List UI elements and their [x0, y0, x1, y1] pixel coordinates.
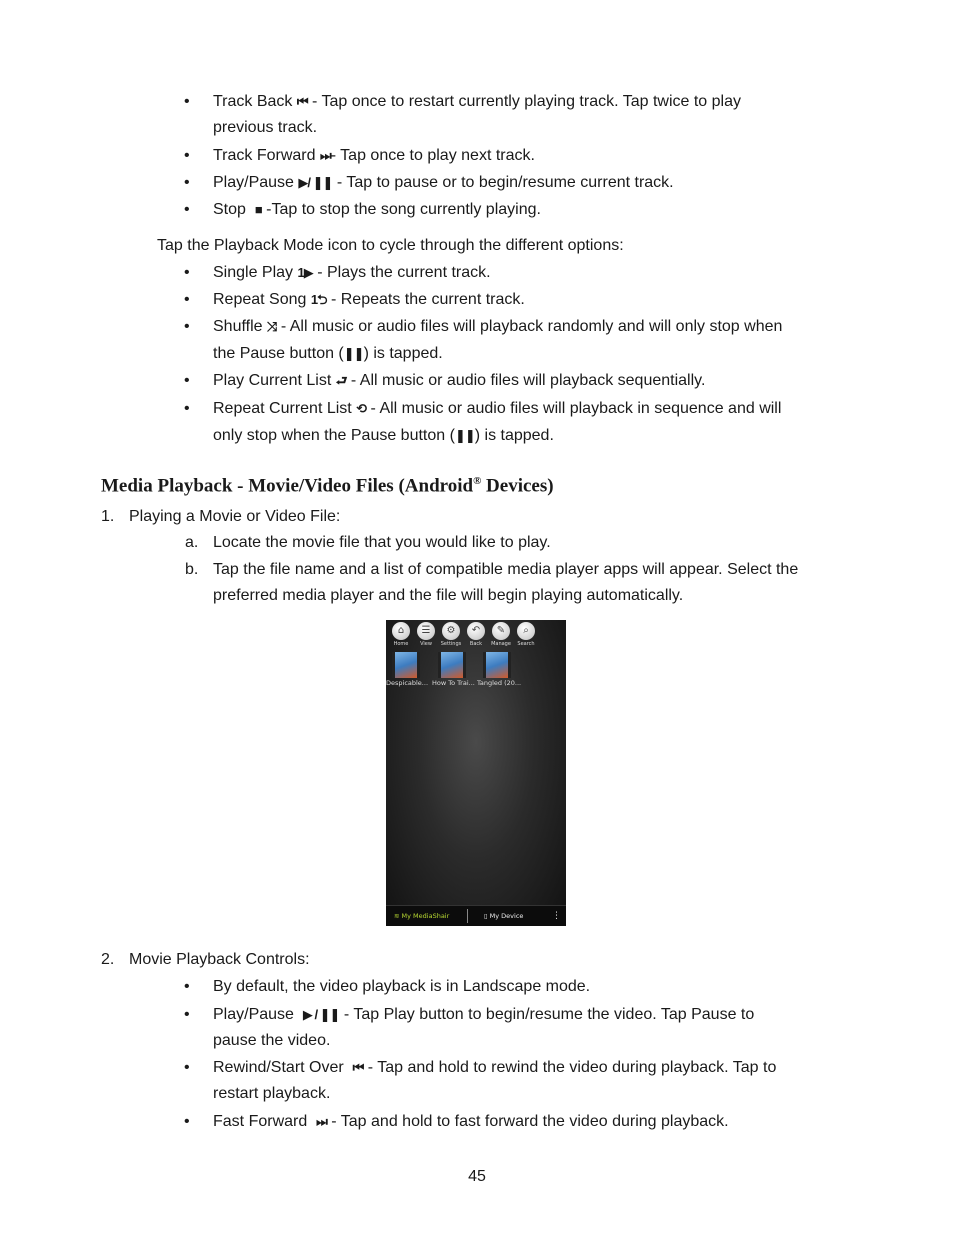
my-device-tab[interactable]: ▯ My Device — [484, 912, 524, 920]
bullet: • — [184, 400, 190, 417]
page-number: 45 — [468, 1168, 486, 1185]
bullet: • — [184, 1113, 190, 1130]
my-mediashair-tab[interactable]: ≋ My MediaShair — [394, 912, 450, 920]
wifi-icon: ≋ — [394, 912, 400, 920]
video-play-pause-icon: ▶ / ❚❚ — [302, 1007, 340, 1022]
list-item: Track Back ⏮ - Tap once to restart currently playing track. Tap twice to play — [213, 93, 741, 110]
substep-text: Locate the movie file that you would like to play. — [213, 534, 551, 551]
track-forward-icon: ⏭ — [319, 148, 331, 163]
substep-letter: a. — [185, 534, 199, 551]
bullet: • — [184, 264, 190, 281]
shuffle-icon: ⤨ — [266, 319, 277, 334]
step-number: 1. — [101, 508, 115, 525]
video-file-item[interactable]: Tangled (20... — [477, 652, 517, 688]
video-file-item[interactable]: Despicable... — [386, 652, 426, 688]
section-heading: Media Playback - Movie/Video Files (Android® Devices) — [101, 475, 554, 497]
view-icon: ☰ — [417, 622, 435, 640]
bullet: • — [184, 291, 190, 308]
overflow-menu-icon[interactable]: ⋮ — [552, 911, 560, 921]
search-icon: ⌕ — [517, 622, 535, 640]
bullet: • — [184, 93, 190, 110]
video-file-icon — [438, 652, 466, 678]
mode-intro: Tap the Playback Mode icon to cycle through the different options: — [157, 237, 624, 254]
list-item-continued: previous track. — [213, 119, 318, 136]
bullet: • — [184, 318, 190, 335]
step-text: Movie Playback Controls: — [129, 951, 310, 968]
settings-icon: ⚙ — [442, 622, 460, 640]
list-item: Track Forward ⏭- Tap once to play next track. — [213, 147, 535, 164]
repeat-song-icon: 1⮌ — [310, 292, 327, 307]
phone-screenshot — [386, 620, 566, 926]
list-item: Play/Pause ▶/ ❚❚ - Tap to pause or to begin/resume current track. — [213, 174, 674, 191]
list-item: Stop ■ -Tap to stop the song currently playing. — [213, 201, 541, 218]
list-item: Repeat Current List ⟲ - All music or audio files will playback in sequence and will — [213, 400, 782, 417]
divider — [467, 909, 468, 923]
list-item-continued: only stop when the Pause button (❚❚) is tapped. — [213, 427, 554, 444]
list-item: Repeat Song 1⮌ - Repeats the current track. — [213, 291, 525, 308]
track-back-icon: ⏮ — [296, 94, 308, 109]
list-item-continued: pause the video. — [213, 1032, 331, 1049]
list-item: Single Play 1▶ - Plays the current track. — [213, 264, 491, 281]
substep-text-continued: preferred media player and the file will begin playing automatically. — [213, 587, 684, 604]
settings-button[interactable]: ⚙ Settings — [440, 622, 462, 648]
list-item: Shuffle ⤨ - All music or audio files will playback randomly and will only stop when — [213, 318, 783, 335]
list-item: Play Current List ⮐ - All music or audio files will playback sequentially. — [213, 372, 706, 389]
pause-icon: ❚❚ — [454, 428, 475, 443]
bullet: • — [184, 147, 190, 164]
step-number: 2. — [101, 951, 115, 968]
bullet: • — [184, 201, 190, 218]
step-text: Playing a Movie or Video File: — [129, 508, 341, 525]
single-play-icon: 1▶ — [297, 265, 313, 280]
list-item-continued: the Pause button (❚❚) is tapped. — [213, 345, 443, 362]
list-item: By default, the video playback is in Landscape mode. — [213, 978, 591, 995]
bullet: • — [184, 1059, 190, 1076]
home-button[interactable]: ⌂ Home — [390, 622, 412, 648]
video-file-item[interactable]: How To Trai... — [432, 652, 472, 688]
manage-button[interactable]: ✎ Manage — [490, 622, 512, 648]
substep-letter: b. — [185, 561, 199, 578]
phone-bottom-bar — [386, 905, 566, 926]
phone-icon: ▯ — [484, 912, 488, 920]
view-button[interactable]: ☰ View — [415, 622, 437, 648]
list-item: Play/Pause ▶ / ❚❚ - Tap Play button to begin/resume the video. Tap Pause to — [213, 1006, 755, 1023]
phone-toolbar — [386, 620, 566, 650]
rewind-icon: ⏮ — [352, 1060, 364, 1075]
repeat-current-list-icon: ⟲ — [356, 401, 367, 416]
back-icon: ↶ — [467, 622, 485, 640]
pause-icon: ❚❚ — [343, 346, 364, 361]
list-item-continued: restart playback. — [213, 1085, 331, 1102]
bullet: • — [184, 978, 190, 995]
bullet: • — [184, 174, 190, 191]
list-item: Fast Forward ⏭ - Tap and hold to fast forward the video during playback. — [213, 1113, 729, 1130]
list-item: Rewind/Start Over ⏮ - Tap and hold to rewind the video during playback. Tap to — [213, 1059, 777, 1076]
play-current-list-icon: ⮐ — [335, 373, 347, 388]
bullet: • — [184, 1006, 190, 1023]
home-icon: ⌂ — [392, 622, 410, 640]
back-button[interactable]: ↶ Back — [465, 622, 487, 648]
manage-icon: ✎ — [492, 622, 510, 640]
fast-forward-icon: ⏭ — [316, 1114, 327, 1129]
bullet: • — [184, 372, 190, 389]
substep-text: Tap the file name and a list of compatible media player apps will appear. Select the — [213, 561, 799, 578]
play-pause-icon: ▶/ ❚❚ — [298, 175, 333, 190]
video-file-icon — [392, 652, 420, 678]
search-button[interactable]: ⌕ Search — [515, 622, 537, 648]
video-file-icon — [483, 652, 511, 678]
stop-icon: ■ — [254, 202, 262, 217]
